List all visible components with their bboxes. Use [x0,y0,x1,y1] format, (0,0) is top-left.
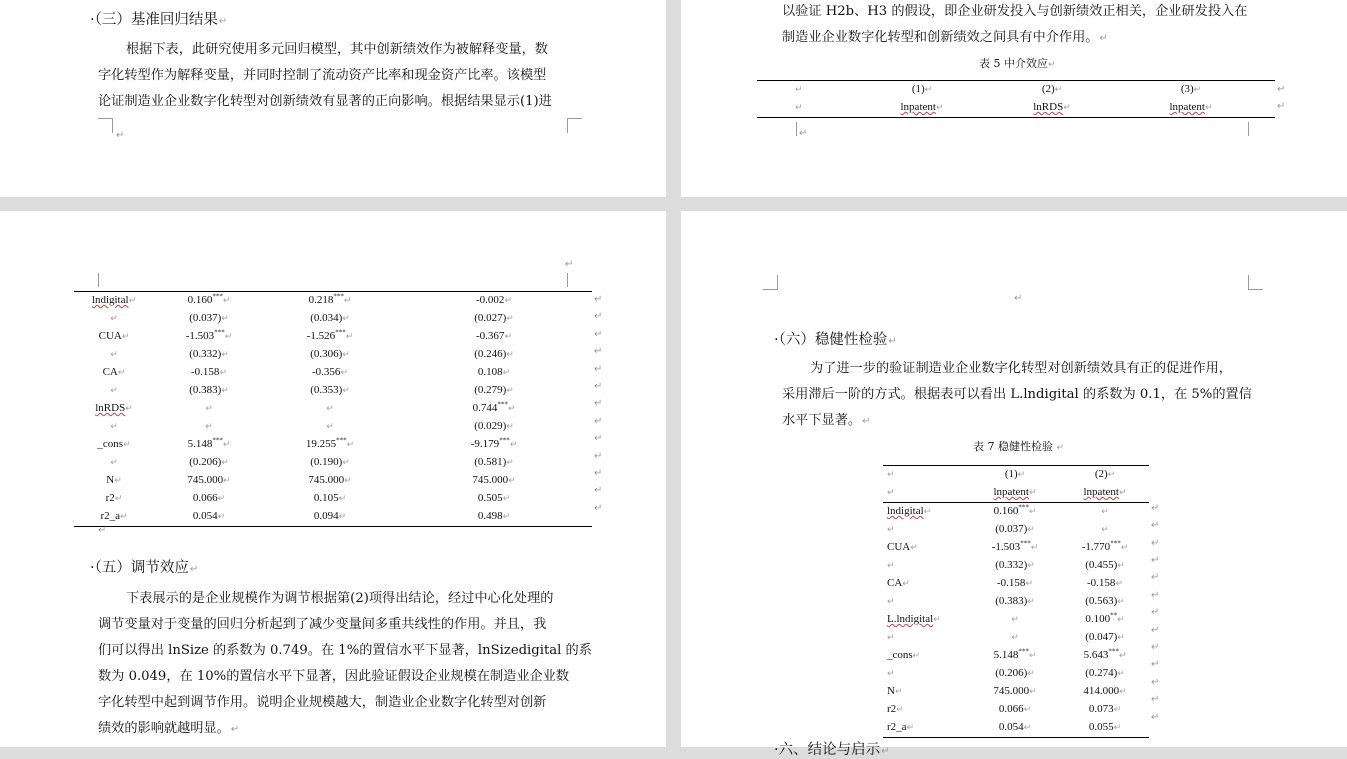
table-cell: (0.029)↵ [474,420,514,432]
paragraph-mark: ↵ [116,130,125,141]
row-end-mark: ↵ [594,311,603,323]
table-cell: 5.148***↵ [187,436,231,450]
row-end-mark: ↵ [594,485,603,497]
table-cell: -1.503***↵ [991,539,1039,553]
page-4 [681,211,1347,758]
text-line: 以验证 H2b、H3 的假设，即企业研发投入与创新绩效正相关，企业研发投入在 [782,4,1248,19]
table-cell: -0.158↵ [1087,577,1123,589]
table-cell: 0.498↵ [396,508,592,527]
table-row [74,292,592,311]
row-end-mark: ↵ [594,294,603,305]
table-cell: ↵ [205,404,213,414]
table-cell: (0.037)↵ [189,312,229,324]
row-end-mark: ↵ [1151,537,1160,549]
row-label: ↵ [110,350,118,360]
table-caption-5: 表 5 中介效应↵ [979,57,1056,70]
table-row [883,683,1149,701]
section-heading-robustness: ·（六）稳健性检验↵ [774,332,897,348]
table-cell: -0.367↵ [476,330,512,342]
text-line: 数为 0.049，在 10%的置信水平下显著，因此验证假设企业规模在制造业企业数 [98,669,570,684]
table-cell: -0.158↵ [997,577,1033,589]
table-cell: -1.770***↵ [1081,539,1129,553]
row-end-mark: ↵ [594,346,603,358]
heading-text: ·（三）基准回归结果 [90,12,218,28]
table-row [74,328,592,346]
paragraph-mark: ↵ [565,259,574,270]
table-row [883,575,1149,593]
table-row [883,557,1149,575]
page-margin-corner [1248,275,1263,290]
text-line: 字化转型作为解释变量，并同时控制了流动资产比率和现金资产比率。该模型 [98,68,547,83]
table-cell: 5.643***↵ [1083,647,1127,661]
table-cell: 745.000↵ [308,474,352,486]
paragraph-baseline [98,37,568,115]
row-end-mark: ↵ [594,502,603,514]
table-row [883,719,1149,738]
row-end-mark: ↵ [1151,520,1160,532]
table-cell: -9.179***↵ [470,436,518,450]
text-line: 字化转型中起到调节作用。说明企业规模越大，制造业企业数字化转型对创新 [98,695,547,710]
table-cell: ↵ [757,81,847,100]
table-cell: (0.279)↵ [474,384,514,396]
text-line: 制造业企业数字化转型和创新绩效之间具有中介作用。↵ [782,30,1108,45]
table-cell: 745.000↵ [472,474,516,486]
robustness-table [883,465,1149,738]
row-end-mark: ↵ [594,433,603,445]
table-cell: (0.027)↵ [474,312,514,324]
row-label: lnRDS↵ [95,402,133,414]
table-row [883,593,1149,611]
table-cell: (0.563)↵ [1085,595,1125,607]
table-cell: 0.094↵ [264,508,396,527]
table-cell: 0.160***↵ [993,503,1037,517]
table-cell: (0.206)↵ [189,456,229,468]
table-cell: lnpatent↵ [1061,484,1149,503]
table-cell: lnpatent↵ [1107,99,1275,118]
table-cell: ↵ [883,484,969,503]
table-cell: (0.383)↵ [995,595,1035,607]
table-row [883,539,1149,557]
table-cell: ↵ [326,404,334,414]
table-cell: ↵ [883,466,969,485]
row-end-mark: ↵ [594,381,603,392]
heading-text: ·（六）稳健性检验 [774,332,888,348]
table-cell: 745.000↵ [993,685,1037,697]
table-cell: (2)↵ [997,81,1107,100]
row-label: CA↵ [887,577,910,589]
text-line: 下表展示的是企业规模作为调节根据第(2)项得出结论，经过中心化处理的 [126,591,554,606]
page-1 [0,0,666,197]
table-cell: lnRDS↵ [997,99,1107,118]
row-end-mark: ↵ [594,328,603,340]
regression-table-baseline [74,291,592,527]
row-label: ↵ [887,525,895,535]
table-cell: (0.353)↵ [310,384,350,396]
row-label: lndigital↵ [74,292,154,311]
table-row [883,503,1149,522]
text-line: 采用滞后一阶的方式。根据表可以看出 L.lndigital 的系数为 0.1，在 5%的置信 [782,387,1252,402]
row-label: ↵ [887,561,895,571]
table-cell: 0.066↵ [192,492,226,504]
text-line: 为了进一步的验证制造业企业数字化转型对创新绩效具有正的促进作用， [810,361,1232,376]
table-row [74,490,592,508]
table-cell: (1)↵ [847,81,997,100]
table-row [883,701,1149,719]
table-cell: 0.105↵ [313,492,347,504]
row-label: r2↵ [105,492,123,504]
row-label: ↵ [887,633,895,643]
text-line: 水平下显著。↵ [782,413,871,428]
page-margin-corner [98,118,113,133]
table-cell: -0.158↵ [191,366,227,378]
row-end-mark: ↵ [1151,624,1160,636]
row-end-mark: ↵ [1151,642,1160,653]
row-label: r2↵ [887,703,904,715]
table-cell: 0.073↵ [1088,703,1122,715]
table-row [74,310,592,328]
row-end-mark: ↵ [594,415,603,427]
mediation-table-header [757,80,1275,118]
table-cell: (0.306)↵ [310,348,350,360]
paragraph-mediation [782,0,1262,51]
table-row [74,436,592,454]
section-heading-baseline: ·（三）基准回归结果↵ [90,12,228,28]
table-cell: -0.356↵ [312,366,348,378]
table-cell: ↵ [205,422,213,432]
text-line: 根据下表，此研究使用多元回归模型，其中创新绩效作为被解释变量，数 [126,42,548,57]
row-label: lndigital↵ [887,505,932,517]
table-cell: (0.047)↵ [1085,631,1125,643]
row-label: ↵ [110,314,118,324]
section-heading-moderation: ·（五）调节效应↵ [90,560,199,576]
table-row [883,665,1149,683]
row-label: ↵ [110,458,118,468]
row-end-mark: ↵ [1151,711,1160,723]
paragraph-mark: ↵ [98,525,107,536]
page-margin-corner [763,275,778,290]
table-row [883,611,1149,629]
table-cell: (3)↵ [1107,81,1275,100]
table-cell: 0.054↵ [154,508,264,527]
text-line: 们可以得出 lnSize 的系数为 0.749。在 1%的置信水平下显著，lnSizedigital 的系 [98,643,592,658]
row-end-mark: ↵ [594,363,603,375]
table-cell: ↵ [1101,525,1109,535]
table-cell: 5.148***↵ [993,647,1037,661]
row-label: N↵ [887,685,903,697]
row-label: r2_a↵ [74,508,154,527]
page-3 [0,211,666,747]
row-label: CUA↵ [98,330,130,342]
row-end-mark: ↵ [1151,659,1160,671]
row-label: L.lndigital↵ [887,613,941,625]
row-label: _cons↵ [97,438,131,450]
table-cell: (0.034)↵ [310,312,350,324]
table-cell: 0.066↵ [998,703,1032,715]
page-margin-corner [84,273,99,287]
row-label: ↵ [887,597,895,607]
table-cell: 0.100**↵ [1085,611,1125,625]
table-cell: (0.581)↵ [474,456,514,468]
row-label: ↵ [110,422,118,432]
table-cell: 0.505↵ [477,492,511,504]
table-cell: 414.000↵ [1083,685,1127,697]
row-label: CA↵ [102,366,126,378]
row-label: ↵ [110,386,118,396]
table-cell: (0.190)↵ [310,456,350,468]
row-end-mark: ↵ [1151,607,1160,619]
row-end-mark: ↵ [594,468,603,479]
table-cell: 0.055↵ [1061,719,1149,738]
row-end-mark: ↵ [1277,84,1286,95]
page-margin-corner [782,122,797,136]
table-cell: ↵ [326,422,334,432]
row-end-mark: ↵ [1151,589,1160,601]
table-row [883,629,1149,647]
paragraph-mark: ↵ [1014,293,1023,304]
table-cell: 0.744***↵ [472,400,516,414]
table-cell: ↵ [1101,507,1109,517]
table-cell: -1.503***↵ [185,328,233,342]
page-margin-corner [1248,122,1263,136]
heading-text: ·六、结论与启示 [774,742,881,758]
table-cell: ↵ [1011,615,1019,625]
table-cell: 0.054↵ [969,719,1061,738]
page-margin-corner [567,118,582,133]
page-margin-corner [567,273,582,287]
table-row [74,454,592,472]
table-cell: (0.274)↵ [1085,667,1125,679]
row-label: ↵ [887,669,895,679]
text-line: 绩效的影响就越明显。↵ [98,721,240,736]
row-label: N↵ [106,474,122,486]
text-line: 调节变量对于变量的回归分析起到了减少变量间多重共线性的作用。并且，我 [98,617,547,632]
section-heading-conclusion: ·六、结论与启示↵ [774,742,890,758]
table-cell: 0.108↵ [477,366,511,378]
table-row [74,418,592,436]
table-row [883,647,1149,665]
paragraph-robustness [782,356,1252,434]
heading-text: ·（五）调节效应 [90,560,189,576]
row-end-mark: ↵ [1277,101,1286,112]
table-row [74,364,592,382]
text-line: 论证制造业企业数字化转型对创新绩效有显著的正向影响。根据结果显示(1)进 [98,94,552,109]
table-row [74,508,592,527]
table-cell: (0.455)↵ [1085,559,1125,571]
row-end-mark: ↵ [1151,694,1160,706]
table-row [74,382,592,400]
table-cell: (0.383)↵ [189,384,229,396]
table-cell: lnpatent↵ [969,484,1061,503]
table-cell: (0.332)↵ [189,348,229,360]
table-cell: (2)↵ [1061,466,1149,485]
page-2 [681,0,1347,197]
row-label: CUA↵ [887,541,918,553]
table-row [74,472,592,490]
table-row [883,521,1149,539]
row-end-mark: ↵ [594,450,603,462]
table-cell: ↵ [757,99,847,118]
table-cell: 745.000↵ [187,474,231,486]
paragraph-moderation [98,586,592,742]
table-cell: -1.526***↵ [306,328,354,342]
row-label: _cons↵ [887,649,921,661]
table-row [74,346,592,364]
table-caption-7: 表 7 稳健性检验 ↵ [973,440,1065,453]
table-cell: (0.037)↵ [995,523,1035,535]
table-cell: (0.206)↵ [995,667,1035,679]
row-end-mark: ↵ [1151,555,1160,566]
table-cell: 19.255***↵ [305,436,355,450]
table-row [74,400,592,418]
row-end-mark: ↵ [1151,572,1160,584]
row-end-mark: ↵ [594,398,603,410]
row-label: r2_a↵ [883,719,969,738]
table-cell: ↵ [1011,633,1019,643]
table-cell: -0.002↵ [396,292,592,311]
table-cell: (1)↵ [969,466,1061,485]
paragraph-mark: ↵ [799,128,808,139]
table-cell: lnpatent↵ [847,99,997,118]
row-end-mark: ↵ [1151,676,1160,688]
table-cell: (0.332)↵ [995,559,1035,571]
row-end-mark: ↵ [1151,502,1160,514]
table-cell: 0.160***↵ [154,292,264,311]
table-cell: (0.246)↵ [474,348,514,360]
table-cell: 0.218***↵ [264,292,396,311]
